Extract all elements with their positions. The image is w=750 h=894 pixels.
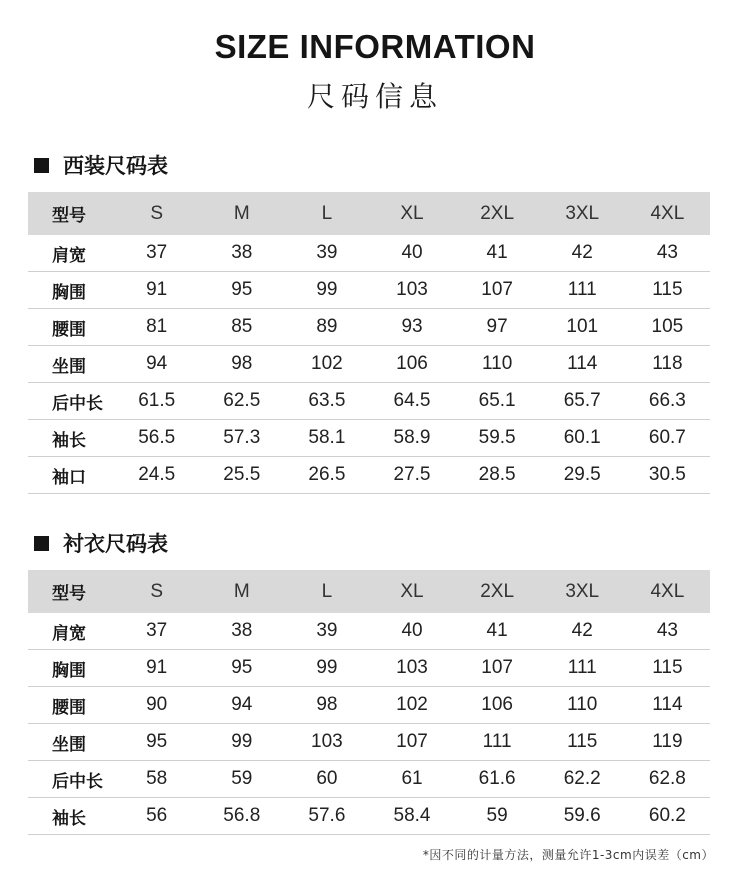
measurement-value-cell: 26.5 (284, 457, 369, 494)
measurement-value-cell: 103 (369, 650, 454, 687)
table-row (28, 346, 710, 383)
measurement-value-cell: 102 (369, 687, 454, 724)
measurement-value-cell: 115 (540, 724, 625, 761)
header-label-cell: 型号 (52, 584, 86, 604)
measurement-value-cell: 42 (540, 235, 625, 272)
measurement-value-cell: 39 (284, 235, 369, 272)
measurement-value-cell: 41 (455, 235, 540, 272)
measurement-value-cell: 111 (455, 724, 540, 761)
suit-table-heading-label: 西装尺码表 (63, 154, 168, 178)
suit-table-heading (34, 150, 168, 180)
measurement-value-cell: 106 (369, 346, 454, 383)
measurement-value-cell: 59.6 (540, 798, 625, 835)
measurement-label-cell: 胸围 (28, 650, 114, 687)
measurement-value-cell: 38 (199, 235, 284, 272)
measurement-value-cell: 99 (199, 724, 284, 761)
measurement-value-cell: 57.6 (284, 798, 369, 835)
size-header-cell: 2XL (480, 202, 515, 224)
measurement-value-cell: 56.8 (199, 798, 284, 835)
size-header-cell: 4XL (650, 580, 685, 602)
measurement-value-cell: 58.4 (369, 798, 454, 835)
measurement-value-cell: 91 (114, 272, 199, 309)
measurement-value-cell: 41 (455, 613, 540, 650)
measurement-value-cell: 91 (114, 650, 199, 687)
measurement-value-cell: 30.5 (625, 457, 710, 494)
measurement-value-cell: 66.3 (625, 383, 710, 420)
measurement-value-cell: 115 (625, 650, 710, 687)
measurement-label-cell: 坐围 (28, 724, 114, 761)
measurement-value-cell: 94 (114, 346, 199, 383)
size-header-cell: 2XL (480, 580, 515, 602)
measurement-value-cell: 60.2 (625, 798, 710, 835)
measurement-value-cell: 97 (455, 309, 540, 346)
measurement-value-cell: 99 (284, 272, 369, 309)
measurement-value-cell: 101 (540, 309, 625, 346)
measurement-value-cell: 95 (199, 272, 284, 309)
header-label-cell: 型号 (52, 206, 86, 226)
table-row (28, 309, 710, 346)
table-row (28, 798, 710, 835)
measurement-value-cell: 61.6 (455, 761, 540, 798)
table-header-row (28, 570, 710, 613)
measurement-value-cell: 107 (369, 724, 454, 761)
size-header-cell: S (150, 202, 164, 224)
measurement-value-cell: 93 (369, 309, 454, 346)
measurement-value-cell: 103 (284, 724, 369, 761)
table-row (28, 761, 710, 798)
measurement-label-cell: 袖长 (28, 798, 114, 835)
size-header-cell: XL (400, 580, 424, 602)
measurement-value-cell: 111 (540, 272, 625, 309)
measurement-value-cell: 89 (284, 309, 369, 346)
size-header-cell: 3XL (565, 202, 600, 224)
size-header-cell: L (321, 580, 333, 602)
size-header-cell: M (233, 580, 250, 602)
size-header-cell: 3XL (565, 580, 600, 602)
table-row (28, 613, 710, 650)
measurement-value-cell: 62.2 (540, 761, 625, 798)
measurement-value-cell: 98 (284, 687, 369, 724)
measurement-value-cell: 60 (284, 761, 369, 798)
measurement-value-cell: 94 (199, 687, 284, 724)
table-row (28, 235, 710, 272)
measurement-value-cell: 118 (625, 346, 710, 383)
measurement-value-cell: 98 (199, 346, 284, 383)
measurement-value-cell: 119 (625, 724, 710, 761)
measurement-label-cell: 后中长 (28, 761, 114, 798)
measurement-value-cell: 103 (369, 272, 454, 309)
measurement-value-cell: 58.1 (284, 420, 369, 457)
measurement-value-cell: 39 (284, 613, 369, 650)
measurement-value-cell: 58.9 (369, 420, 454, 457)
measurement-value-cell: 37 (114, 235, 199, 272)
measurement-value-cell: 114 (540, 346, 625, 383)
measurement-value-cell: 57.3 (199, 420, 284, 457)
measurement-value-cell: 28.5 (455, 457, 540, 494)
measurement-value-cell: 24.5 (114, 457, 199, 494)
measurement-value-cell: 43 (625, 613, 710, 650)
measurement-value-cell: 106 (455, 687, 540, 724)
size-header-cell: M (233, 202, 250, 224)
measurement-value-cell: 60.1 (540, 420, 625, 457)
square-bullet-icon (34, 158, 49, 173)
measurement-value-cell: 61.5 (114, 383, 199, 420)
page-title-cn: 尺码信息 (306, 80, 443, 113)
measurement-value-cell: 110 (540, 687, 625, 724)
measurement-value-cell: 85 (199, 309, 284, 346)
measurement-label-cell: 胸围 (28, 272, 114, 309)
measurement-value-cell: 114 (625, 687, 710, 724)
measurement-value-cell: 102 (284, 346, 369, 383)
measurement-value-cell: 81 (114, 309, 199, 346)
table-row (28, 383, 710, 420)
measurement-value-cell: 62.5 (199, 383, 284, 420)
measurement-label-cell: 袖口 (28, 457, 114, 494)
size-header-cell: S (150, 580, 164, 602)
measurement-value-cell: 62.8 (625, 761, 710, 798)
measurement-value-cell: 65.1 (455, 383, 540, 420)
size-header-cell: L (321, 202, 333, 224)
measurement-value-cell: 27.5 (369, 457, 454, 494)
measurement-label-cell: 后中长 (28, 383, 114, 420)
size-header-cell: 4XL (650, 202, 685, 224)
square-bullet-icon (34, 536, 49, 551)
measurement-value-cell: 59.5 (455, 420, 540, 457)
measurement-value-cell: 42 (540, 613, 625, 650)
suit-size-table (28, 192, 710, 494)
measurement-value-cell: 56 (114, 798, 199, 835)
measurement-value-cell: 29.5 (540, 457, 625, 494)
measurement-label-cell: 腰围 (28, 687, 114, 724)
measurement-value-cell: 59 (199, 761, 284, 798)
measurement-label-cell: 袖长 (28, 420, 114, 457)
measurement-value-cell: 37 (114, 613, 199, 650)
measurement-value-cell: 25.5 (199, 457, 284, 494)
measurement-value-cell: 40 (369, 613, 454, 650)
shirt-size-table (28, 570, 710, 835)
measurement-value-cell: 107 (455, 272, 540, 309)
measurement-value-cell: 95 (114, 724, 199, 761)
measurement-value-cell: 38 (199, 613, 284, 650)
measurement-value-cell: 65.7 (540, 383, 625, 420)
table-row (28, 650, 710, 687)
measurement-value-cell: 64.5 (369, 383, 454, 420)
shirt-table-heading-label: 衬衣尺码表 (63, 532, 168, 556)
shirt-table-heading (34, 528, 168, 558)
measurement-value-cell: 63.5 (284, 383, 369, 420)
size-header-cell: XL (400, 202, 424, 224)
measurement-value-cell: 99 (284, 650, 369, 687)
measurement-value-cell: 107 (455, 650, 540, 687)
table-row (28, 272, 710, 309)
measurement-value-cell: 56.5 (114, 420, 199, 457)
measurement-value-cell: 58 (114, 761, 199, 798)
table-header-row (28, 192, 710, 235)
measurement-value-cell: 43 (625, 235, 710, 272)
table-row (28, 687, 710, 724)
measurement-value-cell: 95 (199, 650, 284, 687)
measurement-value-cell: 59 (455, 798, 540, 835)
measurement-label-cell: 腰围 (28, 309, 114, 346)
measurement-value-cell: 61 (369, 761, 454, 798)
measurement-value-cell: 115 (625, 272, 710, 309)
measurement-value-cell: 110 (455, 346, 540, 383)
measurement-label-cell: 肩宽 (28, 613, 114, 650)
measurement-value-cell: 90 (114, 687, 199, 724)
measurement-value-cell: 105 (625, 309, 710, 346)
measurement-value-cell: 40 (369, 235, 454, 272)
table-row (28, 457, 710, 494)
measurement-label-cell: 肩宽 (28, 235, 114, 272)
measurement-label-cell: 坐围 (28, 346, 114, 383)
measurement-value-cell: 111 (540, 650, 625, 687)
measurement-value-cell: 60.7 (625, 420, 710, 457)
table-row (28, 724, 710, 761)
table-row (28, 420, 710, 457)
page-title-en: SIZE INFORMATION (214, 28, 536, 65)
measurement-footnote: *因不同的计量方法，测量允许1-3cm内误差（cm） (422, 848, 714, 862)
